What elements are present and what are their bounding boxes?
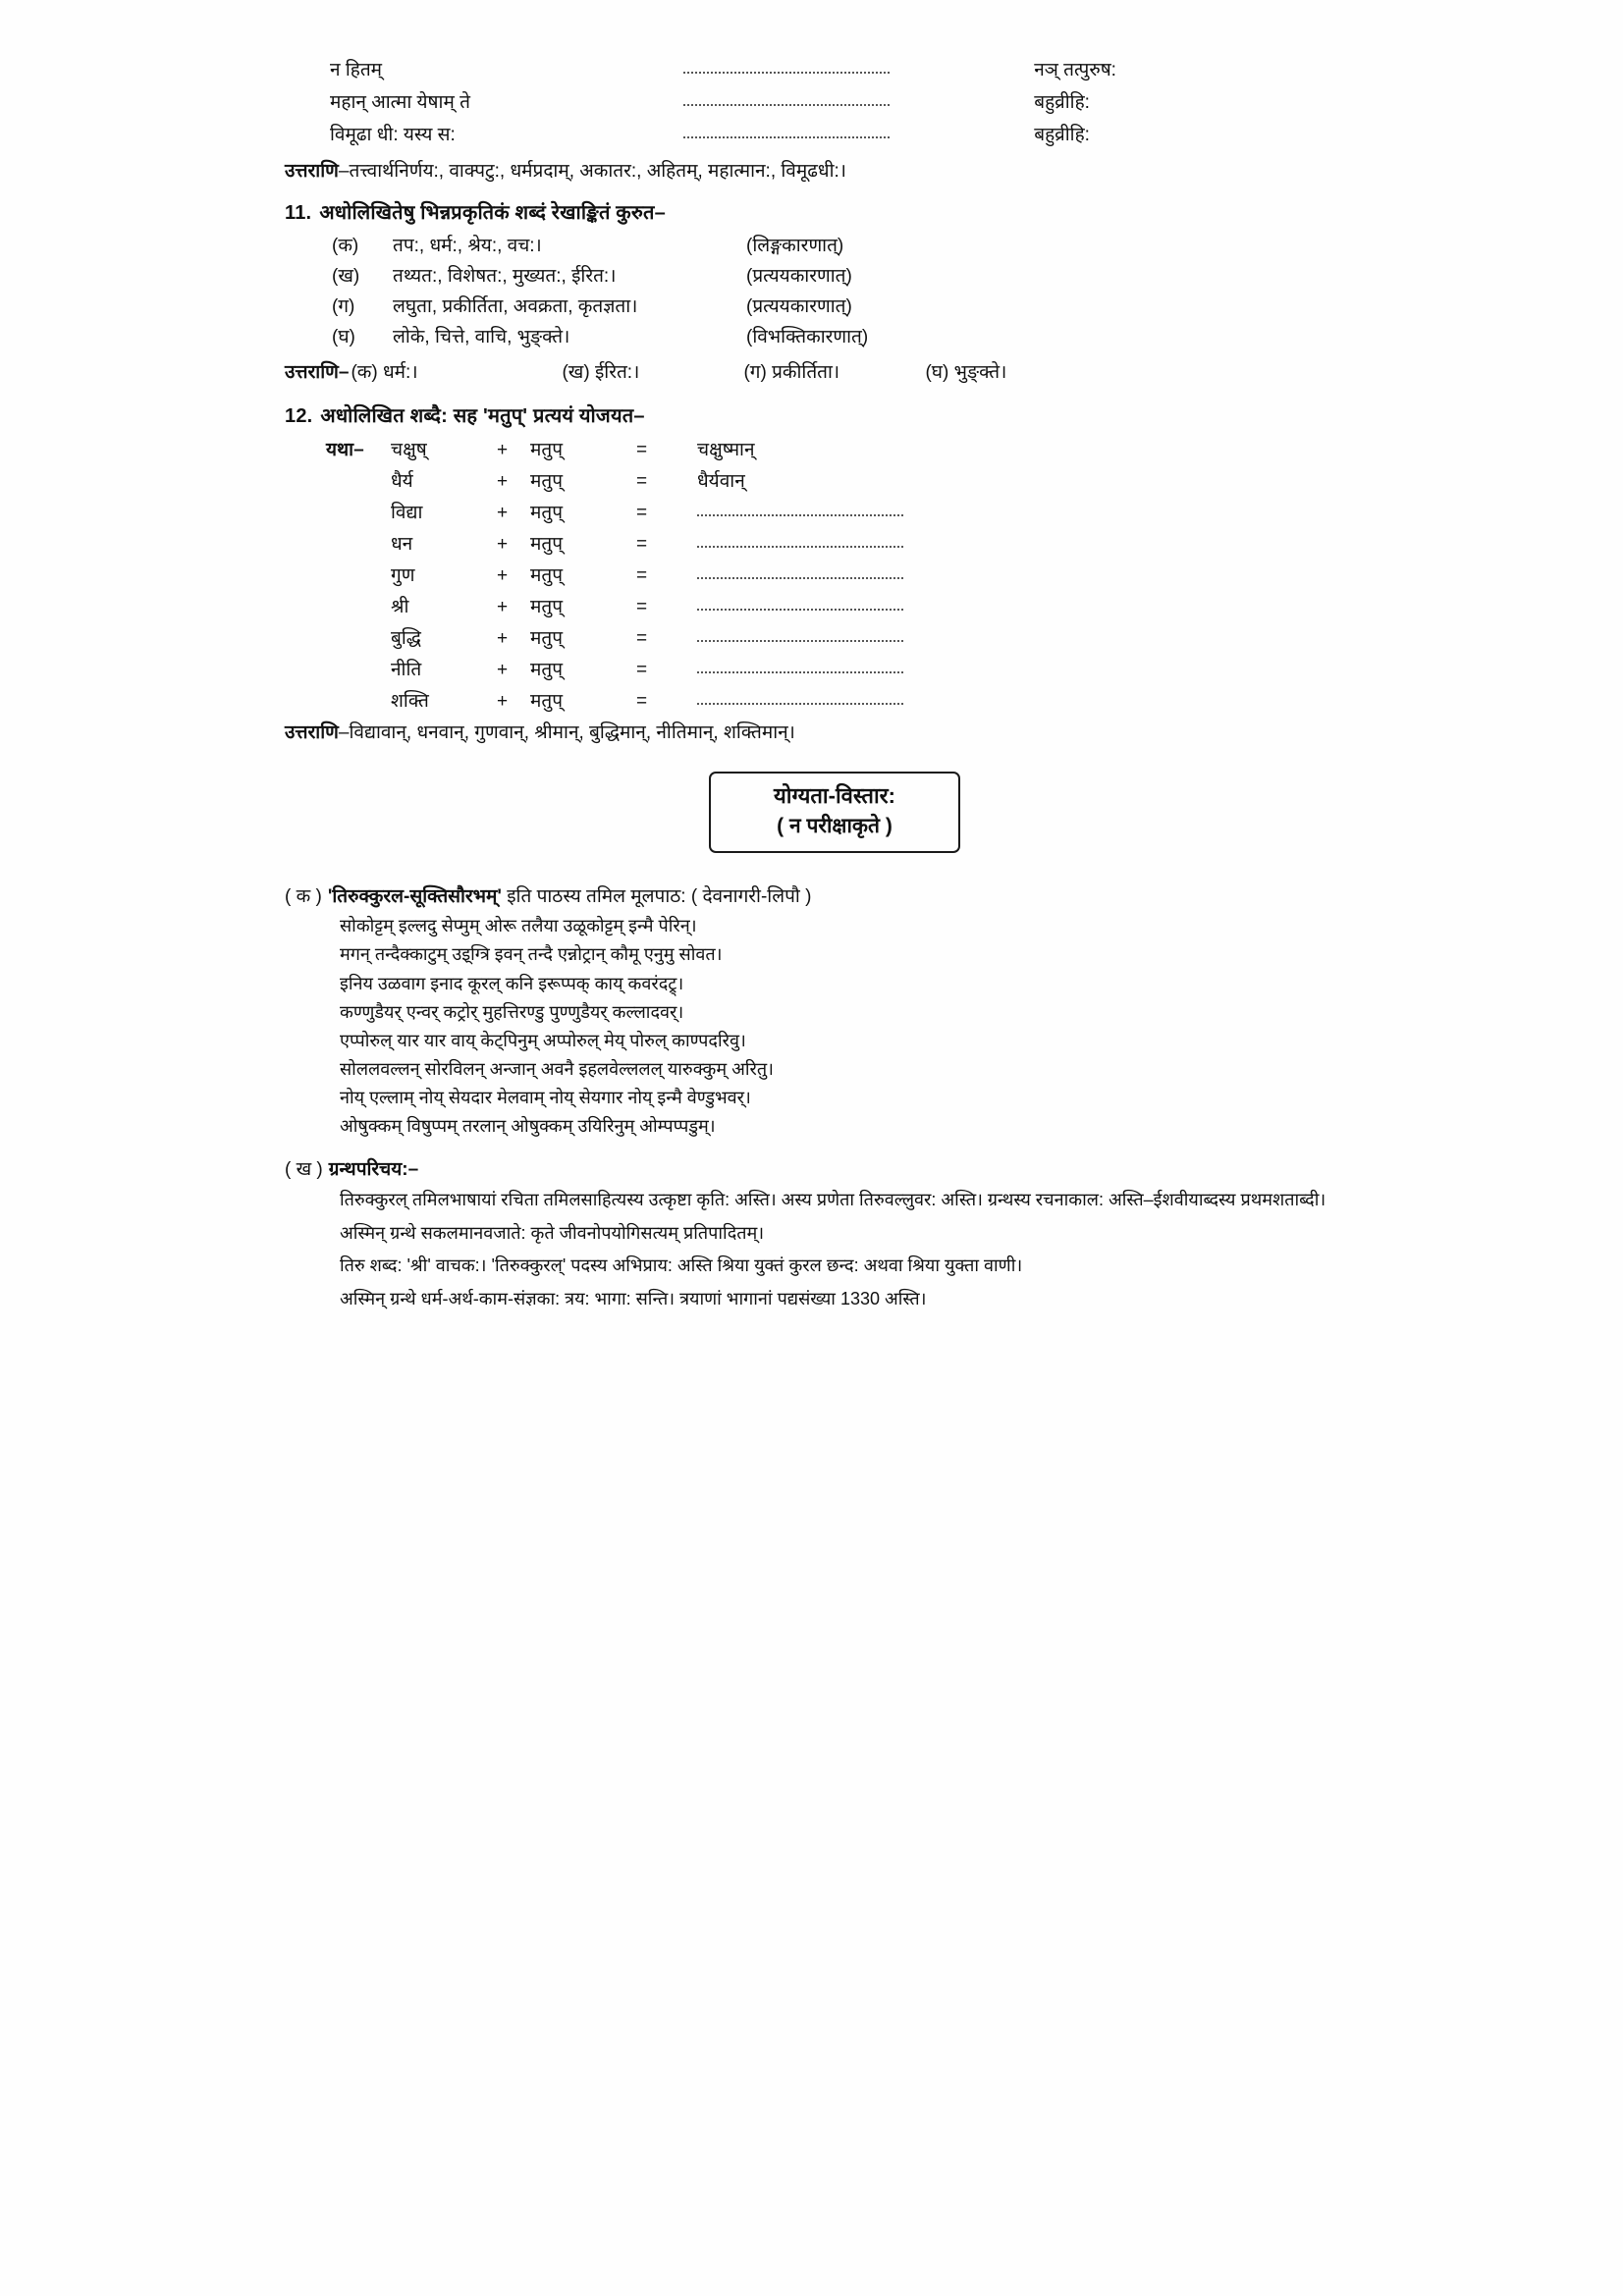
samasa-type-cell: बहुव्रीहि:: [1034, 125, 1090, 145]
section-ka-heading: [285, 882, 1384, 908]
answer-value: भुङ्क्ते।: [953, 362, 1007, 383]
answer-blank[interactable]: [697, 597, 992, 618]
base-word: चक्षुष्: [391, 440, 427, 460]
table-row: [285, 624, 1384, 650]
plus-sign: +: [497, 628, 509, 649]
table-row: [285, 86, 1384, 119]
answer-blank[interactable]: [697, 691, 992, 713]
result-word: धैर्यवान्: [697, 471, 745, 492]
answer-value: ईरित:।: [594, 362, 640, 383]
boxed-heading-wrapper: [285, 772, 1384, 853]
samasa-answers-line: [285, 157, 1384, 183]
dotted-blank[interactable]: [697, 504, 903, 516]
table-row: [285, 436, 1384, 461]
item-text: लोके, चित्ते, वाचि, भुङ्क्ते।: [393, 327, 570, 347]
samasa-type-cell: बहुव्रीहि:: [1034, 92, 1090, 113]
answer-item: [351, 358, 562, 384]
verse-line: कण्णुडैयर् एन्वर् कट्रोर् मुहत्तिरण्डु पुण्णुडैयर् कल्लादवर्।: [340, 1001, 684, 1022]
base-word: धन: [391, 534, 413, 555]
suffix-word: मतुप्: [530, 471, 563, 492]
equals-sign: =: [636, 534, 648, 555]
answer-value: धर्म:।: [383, 362, 418, 383]
paragraph: तिरुक्कुरल् तमिलभाषायां रचिता तमिलसाहित्यस्य उत्कृष्टा कृति: अस्ति। अस्य प्रणेता तिरुवल्लुवर: अस्ति। ग्रन्थस्य रचनाकाल: अस्ति–ईशवीयाब्दस्य प्रथमशताब्दी।: [340, 1189, 1326, 1209]
question-11-answers: [285, 358, 1384, 384]
box-heading-line1: योग्यता-विस्तार:: [773, 783, 895, 808]
answers-text: विद्यावान्, धनवान्, गुणवान्, श्रीमान्, बुद्धिमान्, नीतिमान्, शक्तिमान्।: [349, 722, 795, 743]
table-row: [285, 687, 1384, 713]
tamil-verse-list: [285, 912, 1384, 1141]
answer-blank[interactable]: [697, 628, 992, 650]
dotted-blank[interactable]: [683, 61, 890, 74]
paragraph: अस्मिन् ग्रन्थे सकलमानवजाते: कृते जीवनोपयोगिसत्यम् प्रतिपादितम्।: [340, 1222, 765, 1243]
answer-blank[interactable]: [697, 565, 992, 587]
answers-text: तत्त्वार्थनिर्णय:, वाक्पटु:, धर्मप्रदाम्, अकातर:, अहितम्, महात्मान:, विमूढधी:।: [349, 161, 847, 182]
base-word: बुद्धि: [391, 628, 421, 649]
plus-sign: +: [497, 565, 509, 586]
suffix-word: मतुप्: [530, 597, 563, 617]
equals-sign: =: [636, 597, 648, 617]
base-word: धैर्य: [391, 471, 413, 492]
answer-value: प्रकीर्तिता।: [772, 362, 840, 383]
samasa-table-body: [285, 54, 1384, 151]
question-11-text: अधोलिखितेषु भिन्नप्रकृतिकं शब्दं रेखाङ्कितं कुरुत–: [319, 202, 666, 224]
verse-line: एप्पोरुल् यार यार वाय् केट्पिनुम् अप्पोरुल् मेय् पोरुल् काण्पदरिवु।: [340, 1030, 746, 1050]
section-kha-heading: [285, 1155, 1384, 1181]
list-item: [285, 293, 1384, 318]
section-title: ग्रन्थपरिचय:–: [328, 1158, 419, 1180]
vigraha-cell: विमूढा धी: यस्य स:: [330, 125, 456, 145]
item-text: लघुता, प्रकीर्तिता, अवक्रता, कृतज्ञता।: [393, 296, 638, 317]
list-item: [285, 232, 1384, 257]
answer-marker: (ग): [743, 362, 767, 383]
question-11: [285, 198, 1384, 384]
table-row: [285, 54, 1384, 86]
answer-marker: (घ): [925, 362, 949, 383]
vigraha-cell: न हितम्: [330, 60, 383, 80]
blank-cell[interactable]: [683, 86, 1034, 119]
item-marker: (ग): [332, 296, 355, 317]
result-word: चक्षुष्मान्: [697, 440, 755, 460]
equals-sign: =: [636, 691, 648, 712]
verse-line: ओषुक्कम् विषुप्पम् तरलान् ओषुक्कम् उयिरिनुम् ओम्पप्पडुम्।: [340, 1116, 716, 1137]
question-12-text: अधोलिखित शब्दै: सह 'मतुप्' प्रत्ययं योजयत–: [320, 405, 645, 427]
item-text: तथ्यत:, विशेषत:, मुख्यत:, ईरित:।: [393, 266, 617, 287]
answers-label: उत्तराणि: [285, 161, 339, 182]
dotted-blank[interactable]: [697, 566, 903, 579]
paragraph: अस्मिन् ग्रन्थे धर्म-अर्थ-काम-संज्ञका: त्रय: भागा: सन्ति। त्रयाणां भागानां पद्यसंख्या 1330 अस्ति।: [340, 1289, 927, 1309]
dotted-blank[interactable]: [697, 661, 903, 673]
paragraph: तिरु शब्द: 'श्री' वाचक:। 'तिरुक्कुरल्' पदस्य अभिप्राय: अस्ति श्रिया युक्तं कुरल छन्द: अथवा श्रिया युक्ता वाणी।: [340, 1255, 1023, 1276]
box-heading-line2: ( न परीक्षाकृते ): [777, 814, 893, 837]
suffix-word: मतुप्: [530, 565, 563, 586]
vigraha-cell: महान् आत्मा येषाम् ते: [330, 92, 470, 113]
equals-sign: =: [636, 471, 648, 492]
base-word: नीति: [391, 660, 422, 680]
item-note: (प्रत्ययकारणात्): [746, 266, 852, 287]
section-marker: ( क ): [285, 886, 322, 908]
answer-blank[interactable]: [697, 503, 992, 524]
plus-sign: +: [497, 597, 509, 617]
list-item: [285, 262, 1384, 288]
answer-item: [562, 358, 743, 384]
item-note: (विभक्तिकारणात्): [746, 327, 869, 347]
example-label: यथा–: [326, 440, 364, 460]
yogyata-vistara-box: [709, 772, 960, 853]
equals-sign: =: [636, 628, 648, 649]
equals-sign: =: [636, 440, 648, 460]
section-title-rest: इति पाठस्य तमिल मूलपाठ: ( देवनागरी-लिपौ ): [507, 886, 812, 908]
plus-sign: +: [497, 503, 509, 523]
plus-sign: +: [497, 691, 509, 712]
list-item: [285, 323, 1384, 348]
table-row: [285, 467, 1384, 493]
dotted-blank[interactable]: [683, 126, 890, 138]
base-word: गुण: [391, 565, 415, 586]
suffix-word: मतुप्: [530, 691, 563, 712]
question-11-number: 11.: [285, 202, 312, 224]
question-11-heading: [285, 198, 1384, 225]
answer-blank[interactable]: [697, 534, 992, 556]
item-marker: (ख): [332, 266, 360, 287]
section-title: 'तिरुक्कुरल-सूक्तिसौरभम्': [327, 886, 502, 908]
verse-line: मगन् तन्दैक्काटुम् उइ्ग्त्रि इवन् तन्दै एन्नोट्रान् कौमू एनुमु सोवत।: [340, 944, 723, 965]
question-12-answers: [285, 719, 1384, 744]
equals-sign: =: [636, 503, 648, 523]
suffix-word: मतुप्: [530, 503, 563, 523]
table-row: [285, 656, 1384, 681]
table-row: [285, 593, 1384, 618]
dotted-blank[interactable]: [697, 629, 903, 642]
answer-item: [743, 358, 925, 384]
table-row: [285, 499, 1384, 524]
suffix-word: मतुप्: [530, 534, 563, 555]
samasa-table: [285, 54, 1384, 151]
plus-sign: +: [497, 534, 509, 555]
suffix-word: मतुप्: [530, 628, 563, 649]
dotted-blank[interactable]: [683, 93, 890, 106]
equals-sign: =: [636, 565, 648, 586]
section-marker: ( ख ): [285, 1158, 323, 1180]
blank-cell[interactable]: [683, 54, 1034, 86]
page-content: [285, 54, 1384, 1317]
plus-sign: +: [497, 660, 509, 680]
item-note: (प्रत्ययकारणात्): [746, 296, 852, 317]
answers-dash: –: [338, 722, 350, 743]
section-ka: [285, 882, 1384, 1141]
verse-line: सोकोट्टम् इल्लदु सेप्मुम् ओरू तलैया उळूकोट्टम् इन्मै पेरिन्।: [340, 916, 697, 936]
item-marker: (घ): [332, 327, 355, 347]
question-12: [285, 401, 1384, 744]
question-12-heading: [285, 401, 1384, 428]
suffix-word: मतुप्: [530, 440, 563, 460]
verse-line: इनिय उळवाग इनाद कूरल् कनि इरूप्पक् काय् कवरंदट्र्।: [340, 973, 684, 993]
answers-label: उत्तराणि: [285, 722, 339, 743]
base-word: श्री: [391, 597, 409, 617]
base-word: शक्ति: [391, 691, 429, 712]
dotted-blank[interactable]: [697, 535, 903, 548]
samasa-type-cell: नञ् तत्पुरुष:: [1034, 60, 1116, 80]
question-12-number: 12.: [285, 405, 313, 427]
verse-line: सोललवल्लन् सोरविलन् अन्जान् अवनै इहलवेल्ललल् यारुक्कुम् अरितु।: [340, 1059, 774, 1080]
question-11-items: [285, 232, 1384, 348]
table-row: [285, 561, 1384, 587]
equals-sign: =: [636, 660, 648, 680]
dotted-blank[interactable]: [697, 692, 903, 705]
blank-cell[interactable]: [683, 119, 1034, 151]
answer-blank[interactable]: [697, 660, 992, 681]
item-marker: (क): [332, 236, 359, 256]
base-word: विद्या: [391, 503, 423, 523]
answer-item: [925, 358, 1107, 384]
table-row: [285, 119, 1384, 151]
answer-marker: (क): [351, 362, 378, 383]
answer-marker: (ख): [562, 362, 590, 383]
plus-sign: +: [497, 471, 509, 492]
dotted-blank[interactable]: [697, 598, 903, 611]
table-row: [285, 530, 1384, 556]
verse-line: नोय् एल्लाम् नोय् सेयदार मेलवाम् नोय् सेयगार नोय् इन्मै वेण्डुभवर्।: [340, 1088, 751, 1108]
suffix-word: मतुप्: [530, 660, 563, 680]
matup-derivation-table: [285, 436, 1384, 713]
answers-label: उत्तराणि–: [285, 362, 350, 383]
plus-sign: +: [497, 440, 509, 460]
item-note: (लिङ्गकारणात्): [746, 236, 844, 256]
item-text: तप:, धर्म:, श्रेय:, वच:।: [393, 236, 542, 256]
section-kha: [285, 1155, 1384, 1315]
answers-dash: –: [338, 161, 350, 182]
